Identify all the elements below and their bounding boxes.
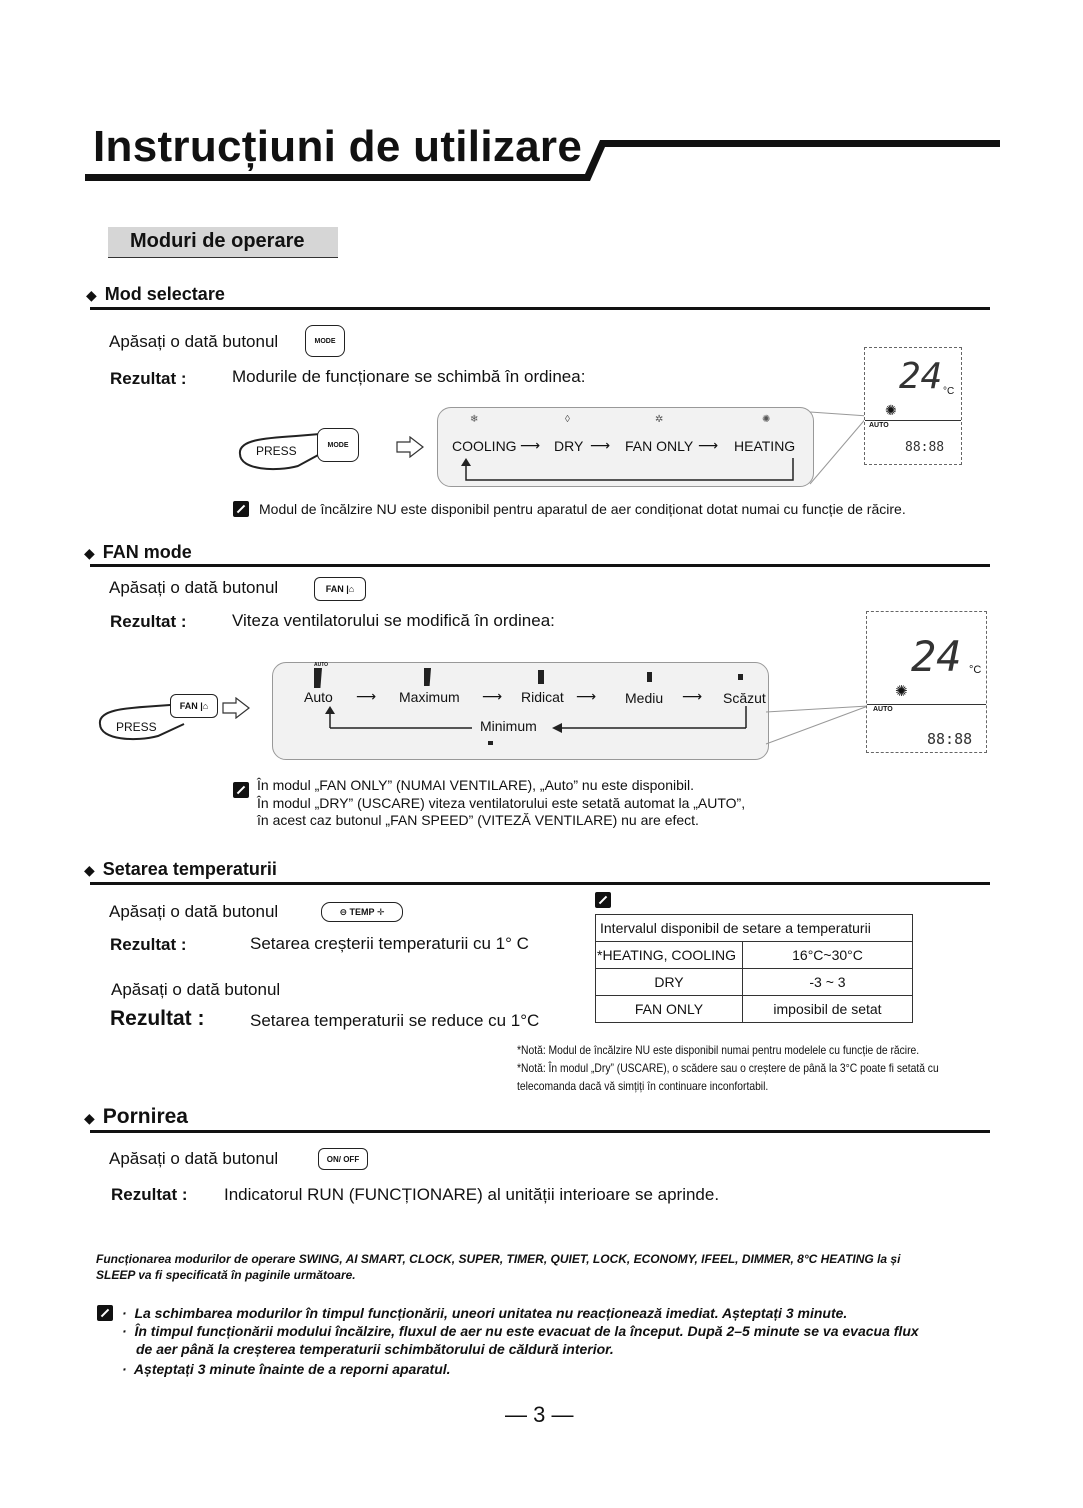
fan-notes <box>257 777 745 830</box>
arrow-icon: ⟶ <box>482 688 503 704</box>
temp-button-label: TEMP <box>349 907 375 917</box>
temp-result-text-2: Setarea temperaturii se reduce cu 1°C <box>250 1011 540 1030</box>
section-tab-label: Moduri de operare <box>130 230 305 252</box>
fan-auto-icon-label: AUTO <box>314 662 329 668</box>
snowflake-icon: ❄ <box>470 414 479 425</box>
mode-press-label: PRESS <box>256 444 297 458</box>
bottom-note-text: La schimbarea modurilor în timpul funcționării, uneori unitatea nu reacționează imediat. Așteptați 3 minute. <box>134 1305 848 1321</box>
fan-speed-medium-icon <box>647 672 652 682</box>
lcd-auto: AUTO <box>869 422 889 429</box>
fan-press-text: Apăsați o dată butonul <box>109 578 279 597</box>
cycle-arrow <box>458 458 803 484</box>
lcd-auto: AUTO <box>873 706 893 713</box>
fan-divider <box>90 564 990 567</box>
temp-table-title: Intervalul disponibil de setare a temperaturii <box>596 915 913 942</box>
fan-result-label: Rezultat : <box>110 612 187 631</box>
mode-seq-fan-only: FAN ONLY <box>625 438 694 454</box>
lcd-temp: 24 <box>911 632 962 681</box>
arrow-icon: ⟶ <box>698 437 719 453</box>
mode-result-label: Rezultat : <box>110 369 187 388</box>
power-heading-text: Pornirea <box>102 1105 188 1128</box>
fan-press-label: PRESS <box>116 720 157 734</box>
note-icon <box>595 892 611 908</box>
page-title: Instrucțiuni de utilizare <box>93 122 583 171</box>
temp-table-range: -3 ~ 3 <box>743 969 913 996</box>
arrow-icon: ⟶ <box>576 688 597 704</box>
fan-seq-auto: Auto <box>304 689 333 705</box>
arrow-icon: ⟶ <box>682 688 703 704</box>
bottom-note-line: · Așteptați 3 minute înainte de a reporni aparatul. <box>122 1361 451 1377</box>
lcd-temp: 24 <box>899 356 943 397</box>
power-button[interactable]: ON/ OFF <box>318 1148 368 1170</box>
mode-seq-dry: DRY <box>554 438 584 454</box>
note-icon <box>97 1305 113 1321</box>
lcd-heat-icon: ✺ <box>895 683 908 700</box>
arrow-icon: ⟶ <box>590 437 611 453</box>
fan-heading-text: FAN mode <box>102 542 192 562</box>
temp-note-line: *Notă: Modul de încălzire NU este disponibil numai pentru modelele cu funcție de răcire. <box>517 1043 920 1057</box>
lcd-display <box>864 347 962 465</box>
mode-seq-cooling: COOLING <box>452 438 517 454</box>
fan-speed-high-icon <box>538 670 544 684</box>
power-result-label: Rezultat : <box>111 1185 188 1204</box>
fan-note-line: În modul „DRY” (USCARE) viteza ventilatorului este setată automat la „AUTO”, <box>257 794 746 811</box>
power-heading: ◆ Pornirea <box>84 1105 188 1128</box>
lcd-unit: °C <box>943 386 955 397</box>
fan-result-text: Viteza ventilatorului se modifică în ordinea: <box>232 611 555 630</box>
footer-line: SLEEP va fi specificată în paginile următoare. <box>96 1268 356 1282</box>
note-icon <box>233 782 249 798</box>
section-tab <box>108 227 338 258</box>
temp-note-line: telecomanda dacă vă simțiți în continuare inconfortabil. <box>517 1079 769 1093</box>
fan-button[interactable]: FAN |⌂ <box>314 577 366 601</box>
lcd-divider <box>865 420 961 421</box>
mode-button-illustration: MODE <box>317 428 359 462</box>
arrow-icon: ⟶ <box>356 688 377 704</box>
lcd-clock: 88:88 <box>927 730 973 748</box>
temp-range-table <box>595 914 913 1023</box>
temp-table-mode: *HEATING, COOLING <box>596 942 743 969</box>
temp-table-range: 16°C~30°C <box>743 942 913 969</box>
fan-seq-maximum: Maximum <box>399 689 460 705</box>
temp-button[interactable]: ⊖ TEMP ✛ <box>321 902 403 922</box>
bottom-note-line: de aer până la creșterea temperaturii schimbătorului de căldură interior. <box>136 1341 614 1357</box>
temp-note-line: *Notă: În modul „Dry” (USCARE), o scădere sau o creștere de până la 3°C poate fi setată cu <box>517 1061 939 1075</box>
arrow-icon: ⟶ <box>520 437 541 453</box>
mode-press-text: Apăsați o dată butonul <box>109 332 279 351</box>
mode-heading-text: Mod selectare <box>104 284 225 304</box>
mode-result-text: Modurile de funcționare se schimbă în ordinea: <box>232 367 586 386</box>
arrow-right-icon <box>396 436 424 458</box>
title-underline <box>85 136 1000 186</box>
fan-note-line: în acest caz butonul „FAN SPEED” (VITEZĂ VENTILARE) nu are efect. <box>257 812 699 828</box>
footer-line: Funcționarea modurilor de operare SWING, AI SMART, CLOCK, SUPER, TIMER, QUIET, LOCK, ECONOMY, IFEEL, DIMMER, 8°C HEATING la și <box>96 1252 901 1266</box>
fan-heading: ◆ FAN mode <box>84 542 192 562</box>
lcd-display <box>866 611 987 753</box>
bottom-note-line: · În timpul funcționării modului încălzire, fluxul de aer nu este evacuat de la început. După 2–5 minute se va evacua flux <box>122 1323 919 1339</box>
temp-press-text-2: Apăsați o dată butonul <box>111 980 281 999</box>
mode-divider <box>90 307 990 310</box>
lcd-unit: °C <box>969 664 982 676</box>
bottom-notes <box>122 1304 919 1378</box>
power-divider <box>90 1130 990 1133</box>
temp-heading-text: Setarea temperaturii <box>102 859 277 879</box>
temp-notes <box>517 1041 939 1095</box>
fan-seq-minimum: Minimum <box>480 718 537 734</box>
lcd-divider <box>867 704 986 705</box>
temp-press-text-1: Apăsați o dată butonul <box>109 902 279 921</box>
fan-note-line: În modul „FAN ONLY” (NUMAI VENTILARE), „Auto” nu este disponibil. <box>257 777 694 793</box>
callout-lines <box>800 408 870 488</box>
temp-heading: ◆ Setarea temperaturii <box>84 859 277 879</box>
bottom-note-text: În timpul funcționării modului încălzire, fluxul de aer nu este evacuat de la început. După 2–5 minute se va evacua flux <box>134 1323 919 1339</box>
fan-speed-min-icon <box>488 741 493 745</box>
temp-table-mode: DRY <box>596 969 743 996</box>
mode-seq-heating: HEATING <box>734 438 796 454</box>
callout-lines <box>760 700 870 750</box>
fan-button-label: FAN <box>325 584 344 594</box>
page-number: — 3 — <box>505 1402 574 1427</box>
fan-seq-ridicat: Ridicat <box>521 689 564 705</box>
fan-seq-scazut: Scăzut <box>723 690 766 706</box>
lcd-clock: 88:88 <box>905 440 945 455</box>
temp-table-mode: FAN ONLY <box>596 996 743 1023</box>
fan-button-illustration-label: FAN <box>179 701 198 711</box>
temp-table-range: imposibil de setat <box>743 996 913 1023</box>
note-icon <box>233 501 249 517</box>
bottom-note-text: Așteptați 3 minute înainte de a reporni aparatul. <box>133 1361 451 1377</box>
temp-result-text-1: Setarea creșterii temperaturii cu 1° C <box>250 934 529 953</box>
mode-heading: ◆ Mod selectare <box>86 284 225 304</box>
arrow-right-icon <box>222 697 250 719</box>
temp-result-label-2: Rezultat : <box>110 1007 205 1030</box>
fan-speed-low-icon <box>738 674 743 680</box>
bottom-note-line: · La schimbarea modurilor în timpul funcționării, uneori unitatea nu reacționează imediat. Așteptați 3 minute. <box>122 1305 848 1321</box>
power-result-text: Indicatorul RUN (FUNCȚIONARE) al unității interioare se aprinde. <box>224 1185 720 1204</box>
lcd-heat-icon: ✺ <box>885 402 897 418</box>
power-press-text: Apăsați o dată butonul <box>109 1149 279 1168</box>
fan-seq-mediu: Mediu <box>625 690 664 706</box>
mode-button[interactable]: MODE <box>305 325 345 357</box>
fan-button-illustration: FAN |⌂ <box>170 694 218 718</box>
temp-divider <box>90 882 990 885</box>
cycle-arrow <box>322 706 752 734</box>
temp-result-label-1: Rezultat : <box>110 935 187 954</box>
drop-icon: ◊ <box>565 414 570 425</box>
footer-text <box>96 1251 900 1283</box>
page-number-value: 3 <box>533 1402 546 1427</box>
sun-icon: ✺ <box>762 414 771 425</box>
mode-note: Modul de încălzire NU este disponibil pentru aparatul de aer condiționat dotat numai cu funcție de răcire. <box>259 501 906 517</box>
fan-icon: ✲ <box>655 414 664 425</box>
